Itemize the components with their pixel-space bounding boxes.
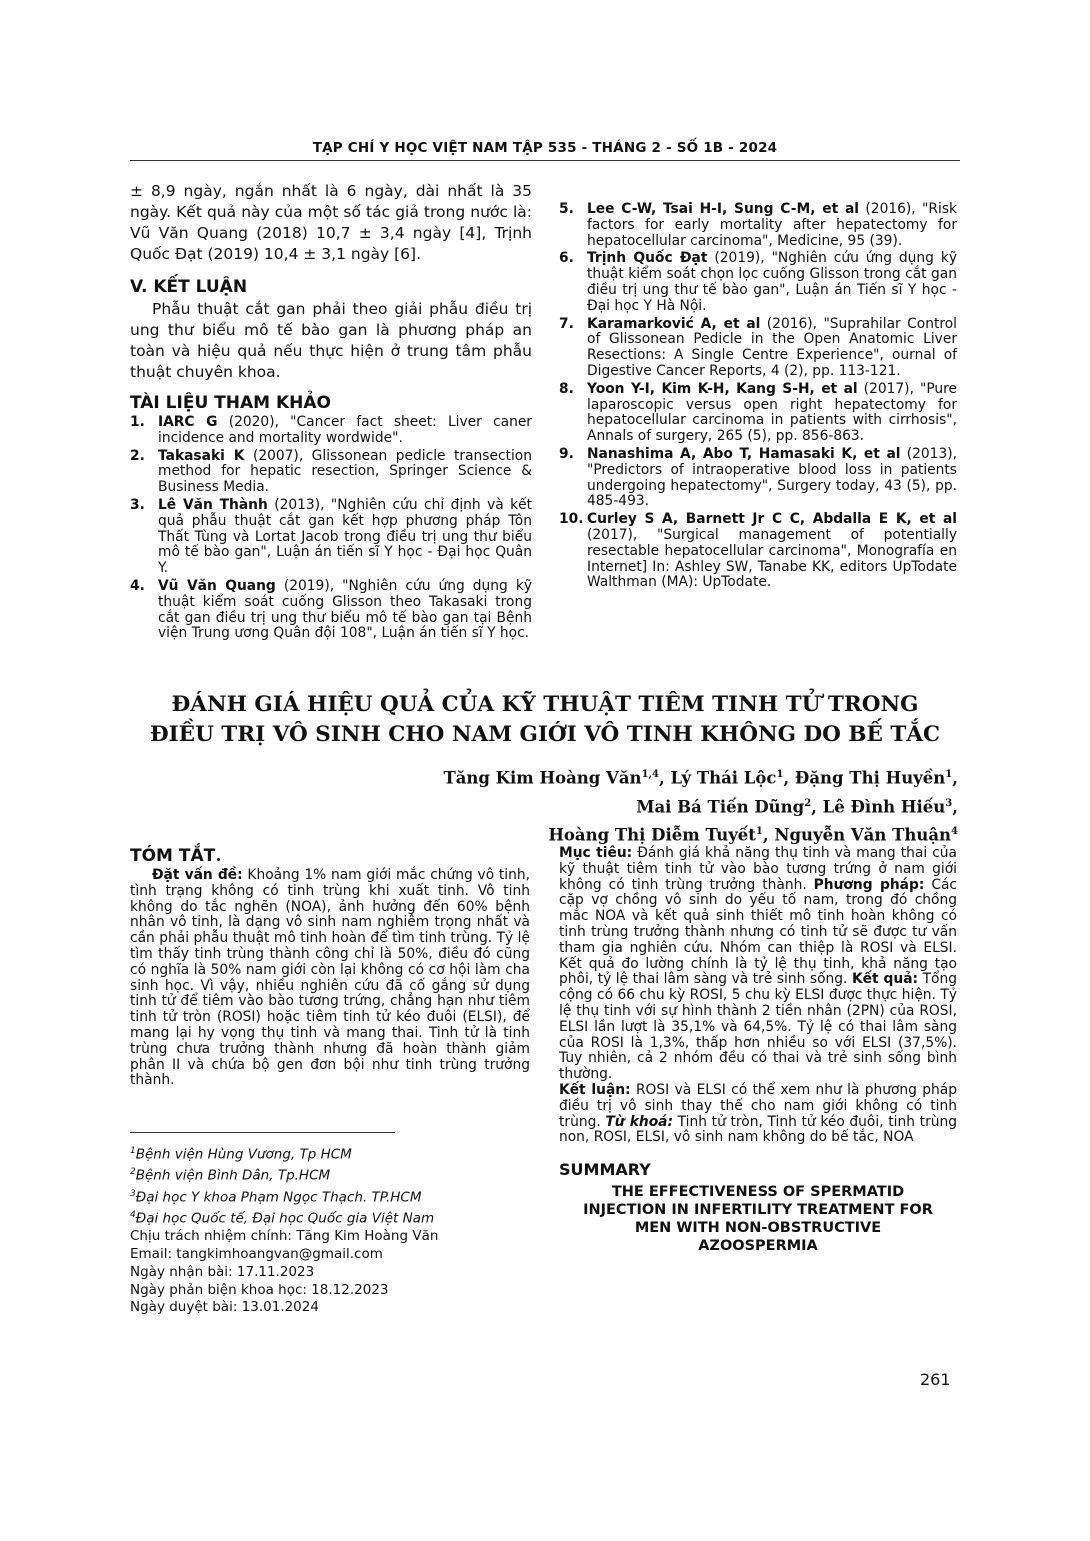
references-list-left [130, 415, 532, 642]
authors-block [443, 762, 958, 848]
reference-item: 10. Curley S A, Barnett Jr C C, Abdalla E K, et al (2017), "Surgical management of potentially resectable hepatocellular carcinoma", Monografía en Internet] In: Ashley SW, Tanabe KK, editors UpTodate Walthman (MA): UpTodate. [559, 511, 957, 591]
affiliation-2: $^2$Bệnh viện Bình Dân, Tp.HCM [130, 1167, 331, 1184]
reference-item: 3. Lê Văn Thành (2013), "Nghiên cứu chỉ định và kết quả phẫu thuật cắt gan kết hợp phương pháp Tôn Thất Tùng và Lortat Jacob trong điều trị ung thư biểu mô tế bào gan", Luận án tiến sĩ Y học - Đại học Quân Y. [130, 496, 532, 577]
abstract-background: Đặt vấn đề: Khoảng 1% nam giới mắc chứng vô tinh, tình trạng không có tinh trùng khi xuất tinh. Vô tinh không do tắc nghẽn (NOA), ảnh hưởng đến 60% bệnh nhân vô tinh, là dạng vô sinh nam nghiêm trọng nhất và cần phải phẫu thuật mô tinh hoàn để tìm tinh trùng. Tỷ lệ tìm thấy tinh trùng thành công chỉ là 50%, điều đó cũng có nghĩa là 50% nam giới còn lại không có cơ hội làm cha sinh học. Vì vậy, nhiều nghiên cứu đã cố gắng sử dụng tinh tử để tiêm vào bào tương trứng, chẳng hạn như tiêm tinh tử tròn (ROSI) hoặc tiêm tinh tử kéo đuôi (ELSI), để mang lại hy vọng thụ tinh và mang thai. Tinh tử là tinh trùng chưa trưởng thành nhưng đã hoàn thành giảm phân II và chứa bộ gen đơn bội như tinh trùng trưởng thành. [130, 867, 530, 1089]
title-line-2: ĐIỀU TRỊ VÔ SINH CHO NAM GIỚI VÔ TINH KHÔNG DO BẾ TẮC [149, 722, 941, 747]
reference-item: 6. Trịnh Quốc Đạt (2019), "Nghiên cứu ứng dụng kỹ thuật kiểm soát chọn lọc cuống Glisson trong cắt gan điều trị ung thư tế bào gan", Luận án Tiến sĩ Y học - Đại học Y Hà Nội. [559, 250, 958, 314]
reference-item: 1. IARC G (2020), "Cancer fact sheet: Liver caner incidence and mortality wordwide". [130, 414, 532, 446]
author-name: Tăng Kim Hoàng Văn [443, 768, 642, 788]
continuation-paragraph: ± 8,9 ngày, ngắn nhất là 6 ngày, dài nhất là 35 ngày. Kết quả này của một số tác giả trong nước là: Vũ Văn Quang (2018) 10,7 ± 3,4 ngày [4], Trịnh Quốc Đạt (2019) 10,4 ± 3,1 ngày [6]. [130, 182, 532, 263]
article-title [130, 690, 960, 750]
header-rule [130, 160, 960, 161]
right-top-column [559, 202, 957, 593]
affiliation-4: $^4$Đại học Quốc tế, Đại học Quốc gia Việt Nam [130, 1209, 435, 1227]
authors-line-3: Hoàng Thị Diễm Tuyết$^1$, Nguyễn Văn Thuận$^4$ [548, 825, 958, 845]
accepted-date: Ngày duyệt bài: 13.01.2024 [130, 1299, 319, 1316]
page-number: 261 [920, 1370, 951, 1389]
references-list-right [559, 202, 957, 591]
footnote-rule [130, 1132, 395, 1133]
author-name: Mai Bá Tiến Dũng [636, 797, 805, 816]
conclusion-paragraph: Phẫu thuật cắt gan phải theo giải phẫu điều trị ung thư biểu mô tế bào gan là phương pháp an toàn và hiệu quả nếu thực hiện ở trung tâm phẫu thuật chuyên khoa. [130, 300, 532, 381]
reference-item: 8. Yoon Y-I, Kim K-H, Kang S-H, et al (2017), "Pure laparoscopic versus open right hepatectomy for hepatocellular carcinoma in patients with cirrhosis", Annals of surgery, 265 (5), pp. 856-863. [559, 380, 958, 445]
author-name: Hoàng Thị Diễm Tuyết [548, 825, 756, 845]
period-dot-icon [217, 858, 220, 861]
email: Email: tangkimhoangvan@gmail.com [130, 1245, 383, 1262]
authors-line-1: Tăng Kim Hoàng Văn$^{1,4}$, Lý Thái Lộc$^1$, Đặng Thị Huyền$^1$, [443, 768, 958, 788]
running-head: TẠP CHÍ Y HỌC VIỆT NAM TẬP 535 - THÁNG 2 - SỐ 1B - 2024 [312, 140, 778, 156]
reference-item: 5. Lee C-W, Tsai H-I, Sung C-M, et al (2016), "Risk factors for early mortality after hepatectomy for hepatocellular carcinoma", Medicine, 95 (39). [559, 201, 957, 249]
footnotes [130, 1143, 510, 1317]
author-name: Lý Thái Lộc [670, 768, 777, 788]
authors-line-2: Mai Bá Tiến Dũng$^2$, Lê Đình Hiếu$^3$, [636, 797, 958, 816]
affiliation-3: $^3$Đại học Y khoa Phạm Ngọc Thạch. TP.HCM [130, 1188, 422, 1206]
abstract-continued: Mục tiêu: Đánh giá khả năng thụ tinh và mang thai của kỹ thuật tiêm tinh tử vào bào tương trứng ở nam giới không có tinh trùng trưởng thành. Phương pháp: Các cặp vợ chồng vô sinh do yếu tố nam, trong đó chồng mắc NOA và kết quả sinh thiết mô tinh hoàn không có tinh trùng trưởng thành nhưng có tinh tử sẽ được tư vấn tham gia nghiên cứu. Nhóm can thiệp là ROSI và ELSI. Kết quả đo lường chính là tỷ lệ thụ tinh, khả năng tạo phôi, tỷ lệ thai lâm sàng và trẻ sinh sống. Kết quả: Tổng cộng có 66 chu kỳ ROSI, 5 chu kỳ ELSI được thực hiện. Tỷ lệ thụ tinh với sự hình thành 2 tiền nhân (2PN) của ROSI, ELSI lần lượt là 35,1% và 64,5%. Tỷ lệ có thai lâm sàng của ROSI là 1,3%, thấp hơn nhiều so với ELSI (37,5%). Tuy nhiên, cả 2 nhóm đều có thai và trẻ sinh sống bình thường. Kết luận: ROSI và ELSI có thể xem như là phương pháp điều trị vô sinh thay thế cho nam giới không có tinh trùng. Từ khoá: Tinh tử tròn, Tinh tử kéo đuôi, tinh trùng non, ROSI, ELSI, vô sinh nam không do bế tắc, NOA [559, 845, 957, 1146]
abstract-right-column [559, 846, 957, 1255]
left-top-column [130, 181, 532, 644]
corresponding-author: Chịu trách nhiệm chính: Tăng Kim Hoàng Văn [130, 1228, 439, 1245]
summary-title: THE EFFECTIVENESS OF SPERMATID INJECTION IN INFERTILITY TREATMENT FOR MEN WITH NON-OBSTRUCTIVE AZOOSPERMIA [583, 1184, 933, 1255]
received-date: Ngày nhận bài: 17.11.2023 [130, 1263, 315, 1280]
abstract-heading: TÓM TẮT [130, 846, 530, 866]
reference-item: 4. Vũ Văn Quang (2019), "Nghiên cứu ứng dụng kỹ thuật kiểm soát cuống Glisson theo Takasaki trong cắt gan điều trị ung thư biểu mô tế bào gan tại Bệnh viện Trung ương Quân đội 108", Luận án tiến sĩ Y học. [130, 577, 532, 642]
references-heading: TÀI LIỆU THAM KHẢO [130, 393, 331, 413]
affiliation-1: $^1$Bệnh viện Hùng Vương, Tp HCM [130, 1146, 352, 1163]
author-name: Nguyễn Văn Thuận [774, 825, 952, 845]
reference-item: 7. Karamarković A, et al (2016), "Suprahilar Control of Glissonean Pedicle in the Open Anatomic Liver Resections: A Single Centre Experience", ournal of Digestive Cancer Reports, 4 (2), pp. 113-121. [559, 315, 957, 379]
conclusion-heading: V. KẾT LUẬN [130, 277, 248, 297]
reviewed-date: Ngày phản biện khoa học: 18.12.2023 [130, 1281, 389, 1298]
author-name: Đặng Thị Huyền [794, 768, 946, 788]
title-line-1: ĐÁNH GIÁ HIỆU QUẢ CỦA KỸ THUẬT TIÊM TINH TỬ TRONG [171, 692, 919, 717]
reference-item: 2. Takasaki K (2007), Glissonean pedicle transection method for hepatic resection, Springer Science & Business Media. [130, 447, 532, 496]
summary-heading: SUMMARY [559, 1160, 651, 1180]
abstract-left-column [130, 846, 530, 1089]
author-name: Lê Đình Hiếu [822, 797, 946, 816]
reference-item: 9. Nanashima A, Abo T, Hamasaki K, et al (2013), "Predictors of intraoperative blood loss in patients undergoing hepatectomy", Surgery today, 43 (5), pp. 485-493. [559, 445, 957, 510]
